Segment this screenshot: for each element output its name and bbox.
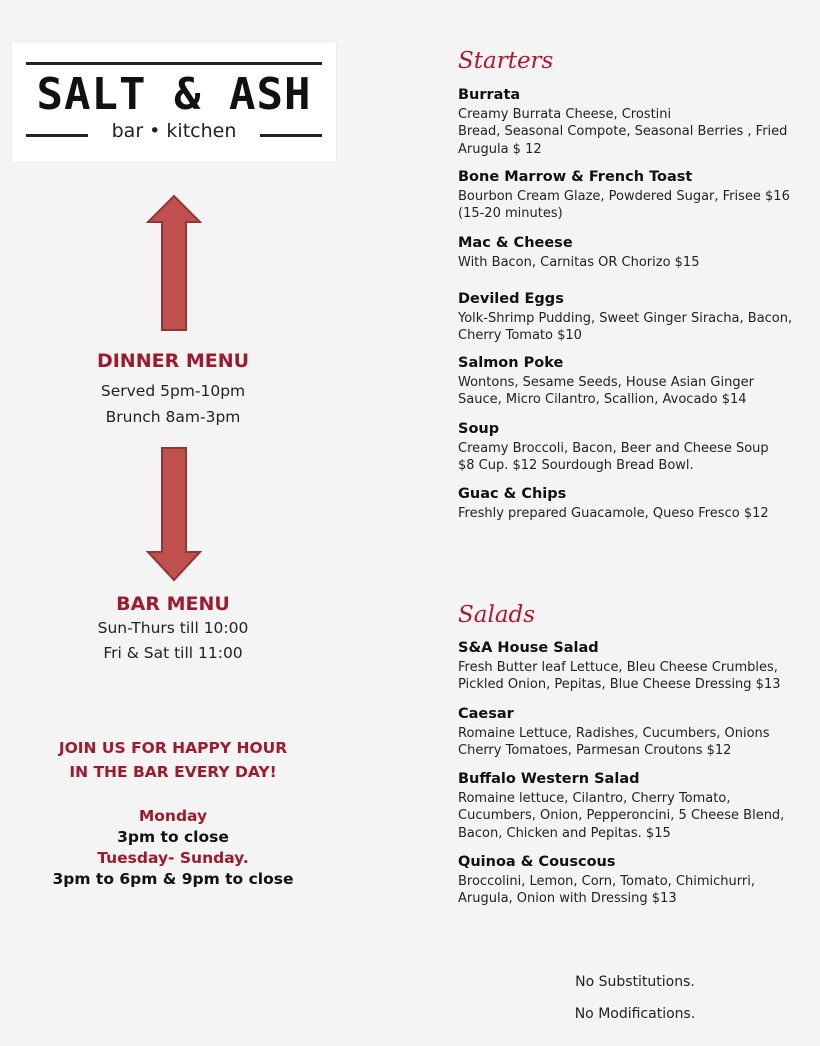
happy-hour-day: Tuesday- Sunday. bbox=[97, 849, 249, 867]
item-name: Caesar bbox=[458, 706, 514, 722]
happy-hour-headline bbox=[0, 736, 346, 784]
item-desc: Freshly prepared Guacamole, Queso Fresco $12 bbox=[458, 506, 769, 521]
arrow-up-icon bbox=[146, 194, 202, 332]
dinner-served: Served 5pm-10pm bbox=[100, 382, 246, 400]
item-desc: Fresh Butter leaf Lettuce, Bleu Cheese Crumbles, Pickled Onion, Pepitas, Blue Cheese Dressing $13 bbox=[458, 660, 781, 693]
menu-item bbox=[458, 354, 818, 409]
item-name: S&A House Salad bbox=[458, 640, 599, 656]
item-desc: With Bacon, Carnitas OR Chorizo $15 bbox=[458, 255, 700, 270]
item-desc: Yolk-Shrimp Pudding, Sweet Ginger Siracha, Bacon, Cherry Tomato $10 bbox=[458, 311, 793, 344]
happy-hour-line: IN THE BAR EVERY DAY! bbox=[69, 763, 277, 781]
dinner-menu-title: DINNER MENU bbox=[96, 350, 250, 372]
item-name: Salmon Poke bbox=[458, 355, 564, 371]
item-name: Bone Marrow & French Toast bbox=[458, 169, 693, 185]
item-name: Quinoa & Couscous bbox=[458, 854, 616, 870]
item-name: Deviled Eggs bbox=[458, 291, 564, 307]
bar-hours bbox=[0, 616, 346, 666]
bar-menu-title: BAR MENU bbox=[116, 593, 230, 615]
logo-brand: SALT & ASH bbox=[36, 69, 312, 120]
arrow-down-icon bbox=[146, 446, 202, 582]
item-desc: Romaine lettuce, Cilantro, Cherry Tomato, Cucumbers, Onion, Pepperoncini, 5 Cheese Blend, Bacon, Chicken and Pepitas. $15 bbox=[458, 791, 785, 841]
item-name: Buffalo Western Salad bbox=[458, 771, 640, 787]
item-name: Soup bbox=[458, 421, 500, 437]
happy-hour-time: 3pm to 6pm & 9pm to close bbox=[52, 870, 294, 888]
happy-hour-time: 3pm to close bbox=[117, 828, 229, 846]
menu-item bbox=[458, 639, 818, 694]
starters-heading: Starters bbox=[458, 48, 554, 74]
salads-heading: Salads bbox=[458, 602, 536, 628]
menu-item bbox=[458, 168, 818, 223]
menu-item bbox=[458, 290, 818, 345]
menu-item bbox=[458, 770, 818, 842]
dinner-brunch: Brunch 8am-3pm bbox=[105, 408, 241, 426]
item-name: Guac & Chips bbox=[458, 486, 567, 502]
item-desc: Broccolini, Lemon, Corn, Tomato, Chimichurri, Arugula, Onion with Dressing $13 bbox=[458, 874, 755, 907]
menu-item bbox=[458, 86, 818, 158]
menu-item bbox=[458, 705, 818, 760]
item-desc: Creamy Broccoli, Bacon, Beer and Cheese Soup $8 Cup. $12 Sourdough Bread Bowl. bbox=[458, 441, 769, 474]
item-name: Mac & Cheese bbox=[458, 235, 573, 251]
logo-rule bbox=[260, 134, 322, 137]
menu-item bbox=[458, 853, 818, 908]
item-desc: Wontons, Sesame Seeds, House Asian Ginger Sauce, Micro Cilantro, Scallion, Avocado $14 bbox=[458, 375, 754, 408]
item-name: Burrata bbox=[458, 87, 521, 103]
bar-hours-weekday: Sun-Thurs till 10:00 bbox=[97, 619, 249, 637]
item-desc: Bourbon Cream Glaze, Powdered Sugar, Frisee $16 (15-20 minutes) bbox=[458, 189, 790, 222]
footer-no-modifications: No Modifications. bbox=[574, 1006, 696, 1022]
bar-hours-weekend: Fri & Sat till 11:00 bbox=[103, 644, 243, 662]
happy-hour-schedule bbox=[0, 806, 346, 890]
item-desc: Romaine Lettuce, Radishes, Cucumbers, Onions Cherry Tomatoes, Parmesan Croutons $12 bbox=[458, 726, 770, 759]
dinner-hours bbox=[0, 378, 346, 430]
happy-hour-line: JOIN US FOR HAPPY HOUR bbox=[58, 739, 288, 757]
menu-item bbox=[458, 420, 818, 475]
logo-rule bbox=[26, 62, 322, 65]
menu-item bbox=[458, 485, 818, 522]
logo-subtitle: bar • kitchen bbox=[111, 120, 237, 142]
footer-no-substitutions: No Substitutions. bbox=[575, 974, 695, 990]
logo bbox=[12, 42, 336, 162]
menu-item bbox=[458, 234, 818, 271]
happy-hour-day: Monday bbox=[138, 807, 208, 825]
item-desc: Creamy Burrata Cheese, Crostini Bread, Seasonal Compote, Seasonal Berries , Fried Arugula $ 12 bbox=[458, 107, 788, 157]
